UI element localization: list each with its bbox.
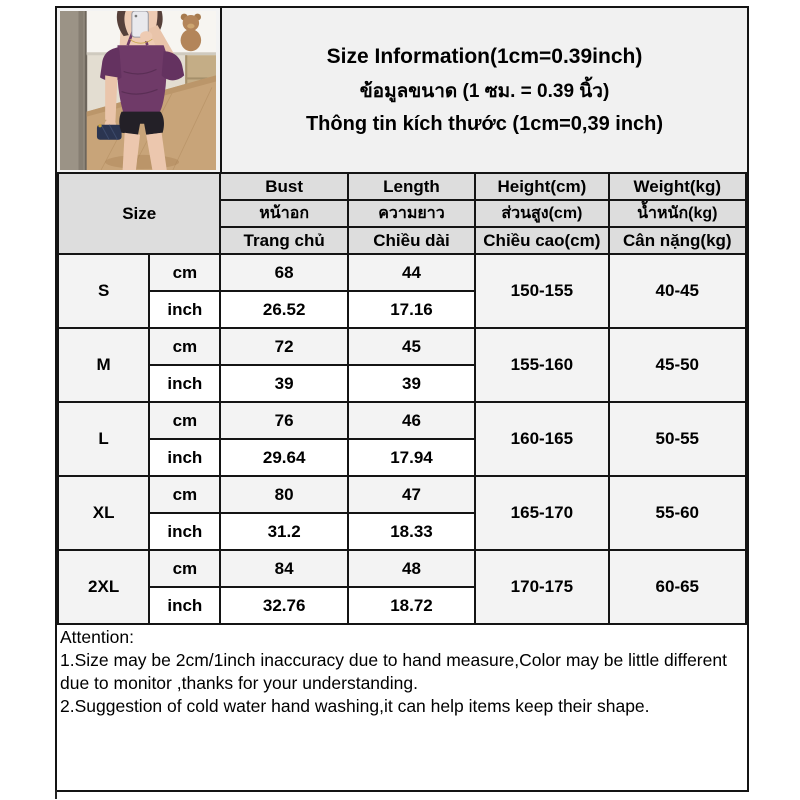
- unit-inch-label: inch: [149, 291, 220, 328]
- weight-range-value: 45-50: [609, 328, 746, 402]
- col-header-height-en: Height(cm): [475, 173, 608, 200]
- header-section: [57, 8, 747, 172]
- attention-section: [57, 625, 747, 790]
- purple-top: [117, 45, 167, 113]
- unit-cm-label: cm: [149, 402, 220, 439]
- height-range-value: 170-175: [475, 550, 608, 624]
- model-lowered-arm: [105, 75, 117, 121]
- bust-cm-value: 84: [220, 550, 347, 587]
- unit-cm-label: cm: [149, 254, 220, 291]
- bust-cm-value: 68: [220, 254, 347, 291]
- height-range-value: 165-170: [475, 476, 608, 550]
- bust-inch-value: 26.52: [220, 291, 347, 328]
- weight-range-value: 55-60: [609, 476, 746, 550]
- table-row: [58, 402, 746, 439]
- length-cm-value: 46: [348, 402, 475, 439]
- unit-inch-label: inch: [149, 439, 220, 476]
- teddy-bear-icon: [181, 14, 202, 52]
- size-label-2xl: 2XL: [58, 550, 149, 624]
- bust-inch-value: 39: [220, 365, 347, 402]
- col-header-bust-th: หน้าอก: [220, 200, 347, 227]
- table-row: [58, 476, 746, 513]
- unit-cm-label: cm: [149, 476, 220, 513]
- title-thai: ข้อมูลขนาด (1 ซม. = 0.39 นิ้ว): [359, 80, 610, 102]
- weight-range-value: 40-45: [609, 254, 746, 328]
- product-photo: [57, 8, 222, 172]
- unit-cm-label: cm: [149, 550, 220, 587]
- size-label-xl: XL: [58, 476, 149, 550]
- table-row: [58, 328, 746, 365]
- length-inch-value: 39: [348, 365, 475, 402]
- col-header-length-en: Length: [348, 173, 475, 200]
- door-panel: [60, 11, 87, 170]
- size-label-s: S: [58, 254, 149, 328]
- attention-note-2: 2.Suggestion of cold water hand washing,it can help items keep their shape.: [60, 695, 650, 716]
- col-header-weight-en: Weight(kg): [609, 173, 746, 200]
- col-header-weight-th: น้ำหนัก(kg): [609, 200, 746, 227]
- col-header-weight-vi: Cân nặng(kg): [609, 227, 746, 254]
- length-cm-value: 45: [348, 328, 475, 365]
- unit-inch-label: inch: [149, 513, 220, 550]
- length-inch-value: 17.94: [348, 439, 475, 476]
- bust-cm-value: 76: [220, 402, 347, 439]
- length-cm-value: 44: [348, 254, 475, 291]
- size-header-cell: Size: [58, 173, 220, 254]
- length-inch-value: 17.16: [348, 291, 475, 328]
- col-header-bust-vi: Trang chủ: [220, 227, 347, 254]
- unit-inch-label: inch: [149, 587, 220, 624]
- size-chart-panel: [55, 6, 749, 792]
- bust-inch-value: 32.76: [220, 587, 347, 624]
- length-cm-value: 48: [348, 550, 475, 587]
- size-label-l: L: [58, 402, 149, 476]
- bust-cm-value: 80: [220, 476, 347, 513]
- attention-note-1: 1.Size may be 2cm/1inch inaccuracy due to hand measure,Color may be little different due to monitor ,thanks for your understanding.: [60, 649, 727, 693]
- length-inch-value: 18.33: [348, 513, 475, 550]
- product-photo-illustration: [60, 11, 216, 170]
- size-label-m: M: [58, 328, 149, 402]
- bust-inch-value: 29.64: [220, 439, 347, 476]
- length-cm-value: 47: [348, 476, 475, 513]
- clutch-bag: [97, 124, 122, 140]
- unit-cm-label: cm: [149, 328, 220, 365]
- col-header-length-th: ความยาว: [348, 200, 475, 227]
- col-header-length-vi: Chiều dài: [348, 227, 475, 254]
- height-range-value: 155-160: [475, 328, 608, 402]
- table-row: [58, 254, 746, 291]
- border-artifact-tick: [55, 790, 57, 799]
- header-row-english: [58, 173, 746, 200]
- title-block: [222, 8, 747, 172]
- bust-inch-value: 31.2: [220, 513, 347, 550]
- weight-range-value: 50-55: [609, 402, 746, 476]
- table-row: [58, 550, 746, 587]
- size-table: [57, 172, 747, 625]
- col-header-bust-en: Bust: [220, 173, 347, 200]
- attention-heading: Attention:: [60, 627, 134, 647]
- weight-range-value: 60-65: [609, 550, 746, 624]
- title-vietnamese: Thông tin kích thước (1cm=0,39 inch): [305, 112, 664, 135]
- height-range-value: 160-165: [475, 402, 608, 476]
- height-range-value: 150-155: [475, 254, 608, 328]
- length-inch-value: 18.72: [348, 587, 475, 624]
- col-header-height-vi: Chiều cao(cm): [475, 227, 608, 254]
- col-header-height-th: ส่วนสูง(cm): [475, 200, 608, 227]
- bust-cm-value: 72: [220, 328, 347, 365]
- unit-inch-label: inch: [149, 365, 220, 402]
- title-english: Size Information(1cm=0.39inch): [326, 44, 643, 68]
